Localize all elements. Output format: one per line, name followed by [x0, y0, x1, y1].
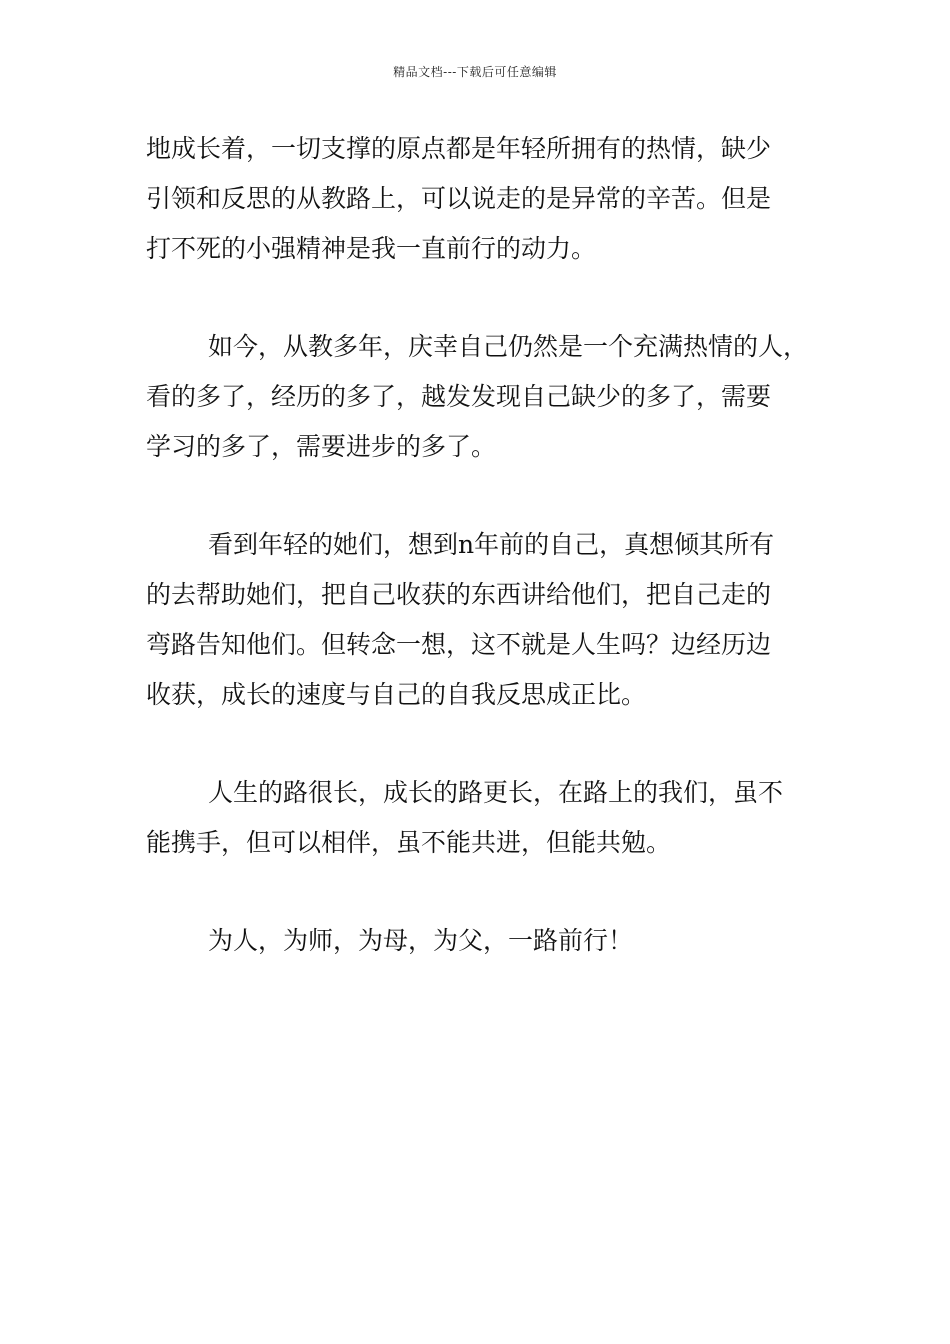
text-line: 如今，从教多年，庆幸自己仍然是一个充满热情的人，	[208, 332, 809, 361]
text-line: 看的多了，经历的多了，越发发现自己缺少的多了，需要	[146, 382, 772, 411]
paragraph	[146, 322, 810, 472]
paragraph-spacer	[146, 868, 810, 916]
text-line: 弯路告知他们。但转念一想，这不就是人生吗？边经历边	[146, 630, 772, 659]
text-line: 能携手，但可以相伴，虽不能共进，但能共勉。	[146, 828, 672, 857]
text-line: 为人，为师，为母，为父，一路前行！	[208, 926, 634, 955]
paragraph-spacer	[146, 720, 810, 768]
paragraph	[146, 124, 810, 274]
text-line: 的去帮助她们，把自己收获的东西讲给他们，把自己走的	[146, 580, 772, 609]
text-line: 引领和反思的从教路上，可以说走的是异常的辛苦。但是	[146, 184, 772, 213]
paragraph	[146, 520, 810, 720]
paragraph	[146, 768, 810, 868]
text-line: 打不死的小强精神是我一直前行的动力。	[146, 234, 597, 263]
text-line: 看到年轻的她们，想到n年前的自己，真想倾其所有	[208, 530, 775, 559]
text-line: 地成长着，一切支撑的原点都是年轻所拥有的热情，缺少	[146, 134, 772, 163]
page-header: 精品文档---下载后可任意编辑	[393, 65, 557, 79]
text-line: 人生的路很长，成长的路更长，在路上的我们，虽不	[208, 778, 784, 807]
text-line: 学习的多了，需要进步的多了。	[146, 432, 497, 461]
paragraph	[146, 916, 810, 966]
paragraph-spacer	[146, 274, 810, 322]
document-body	[146, 124, 810, 966]
text-line: 收获，成长的速度与自己的自我反思成正比。	[146, 680, 647, 709]
paragraph-spacer	[146, 472, 810, 520]
